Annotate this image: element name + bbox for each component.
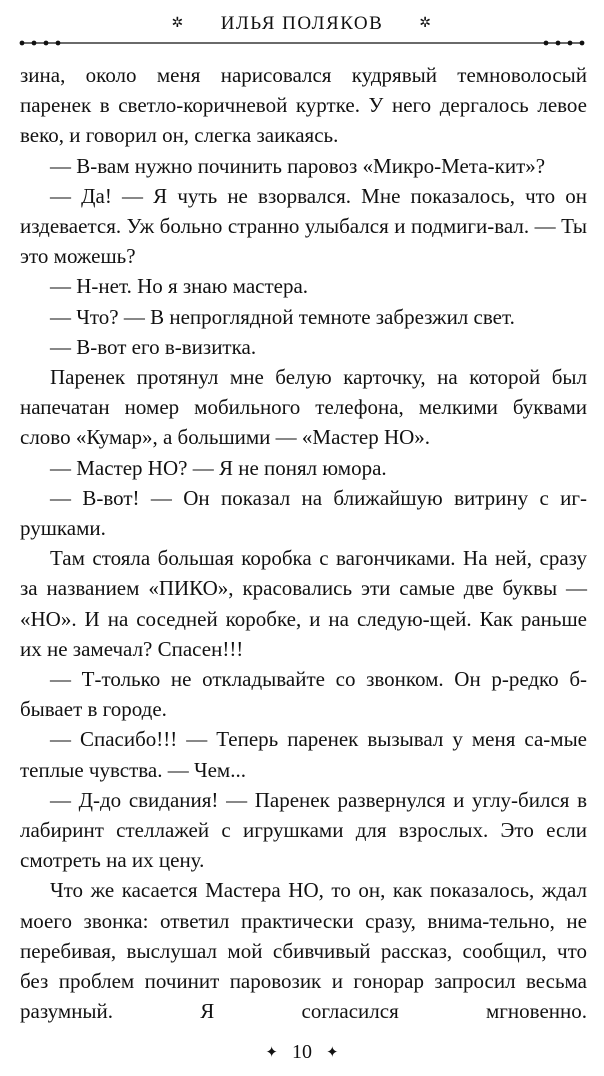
rule-dot-icon xyxy=(20,41,25,46)
running-header xyxy=(0,0,604,56)
rule-dot-icon xyxy=(556,41,561,46)
rule-dot-icon xyxy=(568,41,573,46)
star-ornament-left-icon: ✲ xyxy=(171,16,185,31)
paragraph: — В-вот! — Он показал на ближайшую витрину с иг-рушками. xyxy=(20,485,587,541)
rule-dot-icon xyxy=(544,41,549,46)
star-ornament-right-icon: ✲ xyxy=(419,16,433,31)
paragraph: Там стояла большая коробка с вагончиками. На ней, сразу за названием «ПИКО», красовались эти самые две буквы — «НО». И на соседней коробке, и на следую-щей. Как раньше их не замечал? Спасен!!! xyxy=(20,546,587,661)
rule-dot-icon xyxy=(580,41,585,46)
paragraph: Что же касается Мастера НО, то он, как показалось, ждал моего звонка: ответил практически сразу, внима-тельно, не перебивая, выслушал мой сбивчивый рассказ, сообщил, что без проблем починит паровозик и гонорар запросил весьма разумный. Я согласился мгновенно. xyxy=(20,878,587,1024)
rule-dot-icon xyxy=(56,41,61,46)
rule-dot-icon xyxy=(44,41,49,46)
header-title-row xyxy=(0,12,604,38)
rule-dot-icon xyxy=(32,41,37,46)
body-text xyxy=(20,60,587,1027)
paragraph: — Спасибо!!! — Теперь паренек вызывал у меня са-мые теплые чувства. — Чем... xyxy=(20,727,587,782)
paragraph: зина, около меня нарисовался кудрявый темноволосый паренек в светло-коричневой куртке. У него дергалось левое веко, и говорил он, слегка заикаясь. xyxy=(20,63,587,148)
paragraph: — В-вам нужно починить паровоз «Микро-Мета-кит»? xyxy=(50,153,546,178)
author-name: ИЛЬЯ ПОЛЯКОВ xyxy=(220,13,384,34)
paragraph: — Д-до свидания! — Паренек развернулся и углу-бился в лабиринт стеллажей с игрушками для взрослых. Это если смотреть на их цену. xyxy=(20,787,587,873)
diamond-ornament-left-icon: ✦ xyxy=(265,1045,278,1061)
page-footer xyxy=(0,1040,604,1066)
paragraph: — Да! — Я чуть не взорвался. Мне показалось, что он издевается. Уж больно странно улыбался и подмиги-вал. — Ты это можешь? xyxy=(20,183,587,269)
paragraph: Паренек протянул мне белую карточку, на которой был напечатан номер мобильного телефона, мелкими буквами слово «Кумар», а большими — «Мастер НО». xyxy=(20,365,587,450)
page-number: 10 xyxy=(292,1041,312,1063)
paragraph: — Т-только не откладывайте со звонком. Он р-редко б-бывает в городе. xyxy=(20,667,587,722)
paragraph: — Что? — В непроглядной темноте забрезжил свет. xyxy=(50,304,515,329)
diamond-ornament-right-icon: ✦ xyxy=(326,1045,339,1061)
paragraph: — Н-нет. Но я знаю мастера. xyxy=(50,274,309,299)
header-rule xyxy=(0,36,604,50)
paragraph: — Мастер НО? — Я не понял юмора. xyxy=(50,455,387,480)
paragraph: — В-вот его в-визитка. xyxy=(50,334,257,359)
